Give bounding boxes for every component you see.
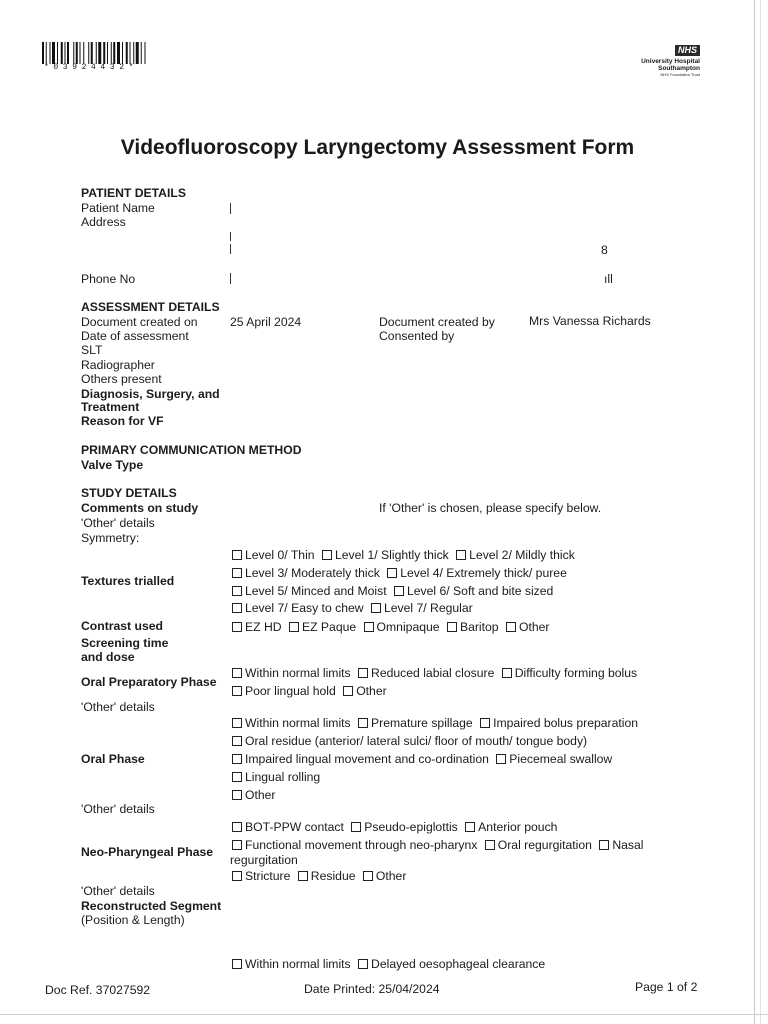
contrast-row <box>232 620 549 634</box>
poor-lingual-hold-label: Poor lingual hold <box>245 684 336 698</box>
baritop-checkbox[interactable] <box>447 622 457 632</box>
premature-spillage-label: Premature spillage <box>371 716 473 730</box>
oesophageal-wnl-checkbox[interactable] <box>232 959 242 969</box>
neo-other-details-label: 'Other' details <box>81 884 155 898</box>
oral-phase-row-1 <box>232 716 638 730</box>
oral-prep-label: Oral Preparatory Phase <box>81 675 217 689</box>
ez-paque-label: EZ Paque <box>301 620 357 634</box>
oral-residue-label: Oral residue (anterior/ lateral sulci/ floor of mouth/ tongue body) <box>245 734 588 748</box>
reconstructed-sub-label: (Position & Length) <box>81 913 185 927</box>
neo-other-checkbox[interactable] <box>363 871 373 881</box>
textures-row-2 <box>232 566 567 580</box>
level-7-regular-label: Level 7/ Regular <box>383 601 473 615</box>
other-details-label: 'Other' details <box>81 516 155 530</box>
impaired-lingual-label: Impaired lingual movement and co-ordination <box>245 752 489 766</box>
level-5-checkbox[interactable] <box>232 586 242 596</box>
neo-other-label: Other <box>375 869 407 883</box>
contrast-other-label: Other <box>518 620 550 634</box>
phone-label: Phone No <box>81 272 136 286</box>
level-7-easy-checkbox[interactable] <box>232 603 242 613</box>
radiographer-label: Radiographer <box>81 358 155 372</box>
anterior-pouch-checkbox[interactable] <box>465 822 475 832</box>
level-4-label: Level 4/ Extremely thick/ puree <box>400 566 567 580</box>
level-6-label: Level 6/ Soft and bite sized <box>406 584 554 598</box>
assessment-details-heading: ASSESSMENT DETAILS <box>81 300 220 314</box>
patient-name-label: Patient Name <box>81 201 155 215</box>
lingual-rolling-checkbox[interactable] <box>232 772 242 782</box>
nasal-regurgitation-checkbox[interactable] <box>599 840 609 850</box>
pseudo-epiglottis-label: Pseudo-epiglottis <box>364 820 458 834</box>
barcode-image <box>42 42 180 64</box>
oral-phase-label: Oral Phase <box>81 752 145 766</box>
oral-phase-row-5 <box>232 788 275 802</box>
textures-row-3 <box>232 584 553 598</box>
contrast-label: Contrast used <box>81 619 163 633</box>
stricture-label: Stricture <box>245 869 291 883</box>
oral-prep-other-checkbox[interactable] <box>343 686 353 696</box>
oral-regurgitation-checkbox[interactable] <box>485 840 495 850</box>
assessment-date-label: Date of assessment <box>81 329 189 343</box>
logo-line-1: University Hospital <box>641 58 700 65</box>
screening-dose-label: and dose <box>81 650 135 664</box>
nasal-label: Nasal <box>612 838 644 852</box>
oral-regurgitation-label: Oral regurgitation <box>497 838 592 852</box>
stricture-checkbox[interactable] <box>232 871 242 881</box>
piecemeal-swallow-checkbox[interactable] <box>496 754 506 764</box>
impaired-bolus-prep-checkbox[interactable] <box>480 718 490 728</box>
comments-note: If 'Other' is chosen, please specify below. <box>379 501 602 515</box>
slt-label: SLT <box>81 343 103 357</box>
textures-label: Textures trialled <box>81 574 175 588</box>
oral-phase-other-label: Other <box>245 788 276 802</box>
treatment-label: Treatment <box>81 400 140 414</box>
oral-phase-row-2 <box>232 734 587 748</box>
nhs-logo <box>620 40 700 77</box>
level-0-checkbox[interactable] <box>232 550 242 560</box>
textures-row-1 <box>232 548 575 562</box>
logo-line-2: Southampton <box>658 65 700 72</box>
reduced-labial-checkbox[interactable] <box>358 668 368 678</box>
neo-row-2 <box>232 838 644 852</box>
oral-prep-other-details-label: 'Other' details <box>81 700 155 714</box>
lingual-rolling-label: Lingual rolling <box>245 770 321 784</box>
premature-spillage-checkbox[interactable] <box>358 718 368 728</box>
level-0-label: Level 0/ Thin <box>245 548 315 562</box>
oral-residue-checkbox[interactable] <box>232 736 242 746</box>
level-3-label: Level 3/ Moderately thick <box>245 566 380 580</box>
reason-label: Reason for VF <box>81 414 164 428</box>
poor-lingual-hold-checkbox[interactable] <box>232 686 242 696</box>
pseudo-epiglottis-checkbox[interactable] <box>351 822 361 832</box>
consented-by-label: Consented by <box>379 329 455 343</box>
delayed-clearance-label: Delayed oesophageal clearance <box>371 957 546 971</box>
valve-type-label: Valve Type <box>81 458 144 472</box>
neo-pharyngeal-label: Neo-Pharyngeal Phase <box>81 845 214 859</box>
oral-phase-other-checkbox[interactable] <box>232 790 242 800</box>
logo-line-3: NHS Foundation Trust <box>660 72 700 77</box>
oral-phase-row-3 <box>232 752 612 766</box>
address-fragment: 8 <box>601 243 608 257</box>
textures-row-4 <box>232 601 473 615</box>
oral-phase-wnl-checkbox[interactable] <box>232 718 242 728</box>
reduced-labial-label: Reduced labial closure <box>371 666 495 680</box>
form-title: Videofluoroscopy Laryngectomy Assessment Form <box>120 136 635 159</box>
page-edge-line-2 <box>760 0 761 1024</box>
patient-details-heading: PATIENT DETAILS <box>81 186 186 200</box>
created-by-label: Document created by <box>379 315 495 329</box>
neo-row-3 <box>232 869 406 883</box>
delayed-clearance-checkbox[interactable] <box>358 959 368 969</box>
impaired-bolus-prep-label: Impaired bolus preparation <box>493 716 639 730</box>
neo-row-1 <box>232 820 557 834</box>
doc-ref: Doc Ref. 37027592 <box>45 983 151 997</box>
communication-heading: PRIMARY COMMUNICATION METHOD <box>81 443 302 457</box>
created-by-value: Mrs Vanessa Richards <box>529 314 651 328</box>
bottom-scan-line <box>0 1014 768 1015</box>
study-details-heading: STUDY DETAILS <box>81 486 177 500</box>
level-7-regular-checkbox[interactable] <box>371 603 381 613</box>
anterior-pouch-label: Anterior pouch <box>478 820 558 834</box>
bot-ppw-checkbox[interactable] <box>232 822 242 832</box>
ez-paque-checkbox[interactable] <box>289 622 299 632</box>
level-5-label: Level 5/ Minced and Moist <box>245 584 387 598</box>
oral-prep-wnl-label: Within normal limits <box>245 666 351 680</box>
oral-prep-other-label: Other <box>356 684 387 698</box>
diagnosis-label: Diagnosis, Surgery, and <box>81 387 220 401</box>
oesophageal-row <box>232 957 545 971</box>
oral-prep-wnl-checkbox[interactable] <box>232 668 242 678</box>
contrast-other-checkbox[interactable] <box>506 622 516 632</box>
created-on-label: Document created on <box>81 315 198 329</box>
residue-label: Residue <box>310 869 356 883</box>
screening-label: Screening time <box>81 636 169 650</box>
bot-ppw-label: BOT-PPW contact <box>245 820 344 834</box>
oral-phase-row-4 <box>232 770 320 784</box>
level-4-checkbox[interactable] <box>387 568 397 578</box>
oral-phase-other-details-label: 'Other' details <box>81 802 155 816</box>
level-1-label: Level 1/ Slightly thick <box>334 548 449 562</box>
difficulty-bolus-label: Difficulty forming bolus <box>514 666 638 680</box>
level-7-easy-label: Level 7/ Easy to chew <box>245 601 364 615</box>
phone-fragment: ıll <box>604 272 613 286</box>
omnipaque-label: Omnipaque <box>376 620 440 634</box>
level-2-checkbox[interactable] <box>456 550 466 560</box>
nhs-logo-box: NHS <box>675 45 700 56</box>
comments-label: Comments on study <box>81 501 199 515</box>
oral-prep-row-2 <box>232 684 387 698</box>
residue-checkbox[interactable] <box>298 871 308 881</box>
barcode-number: *03924432* <box>44 63 139 72</box>
address-label: Address <box>81 215 126 229</box>
redaction-mark <box>230 203 231 214</box>
redaction-mark <box>230 244 231 254</box>
page-number: Page 1 of 2 <box>635 980 698 994</box>
level-3-checkbox[interactable] <box>232 568 242 578</box>
redaction-mark <box>230 232 231 241</box>
impaired-lingual-checkbox[interactable] <box>232 754 242 764</box>
level-6-checkbox[interactable] <box>394 586 404 596</box>
others-present-label: Others present <box>81 372 162 386</box>
omnipaque-checkbox[interactable] <box>364 622 374 632</box>
level-2-label: Level 2/ Mildly thick <box>469 548 575 562</box>
nasal-regurgitation-wrap: regurgitation <box>230 853 298 867</box>
date-printed: Date Printed: 25/04/2024 <box>304 982 440 996</box>
functional-movement-label: Functional movement through neo-pharynx <box>245 838 478 852</box>
piecemeal-swallow-label: Piecemeal swallow <box>509 752 613 766</box>
level-1-checkbox[interactable] <box>322 550 332 560</box>
oesophageal-wnl-label: Within normal limits <box>245 957 351 971</box>
oral-prep-row-1 <box>232 666 637 680</box>
symmetry-label: Symmetry: <box>81 531 140 545</box>
created-on-value: 25 April 2024 <box>230 315 302 329</box>
functional-movement-checkbox[interactable] <box>232 840 242 850</box>
difficulty-bolus-checkbox[interactable] <box>502 668 512 678</box>
oral-phase-wnl-label: Within normal limits <box>245 716 351 730</box>
baritop-label: Baritop <box>459 620 499 634</box>
ez-hd-checkbox[interactable] <box>232 622 242 632</box>
reconstructed-segment-label: Reconstructed Segment <box>81 899 222 913</box>
redaction-mark <box>230 273 231 284</box>
ez-hd-label: EZ HD <box>245 620 282 634</box>
